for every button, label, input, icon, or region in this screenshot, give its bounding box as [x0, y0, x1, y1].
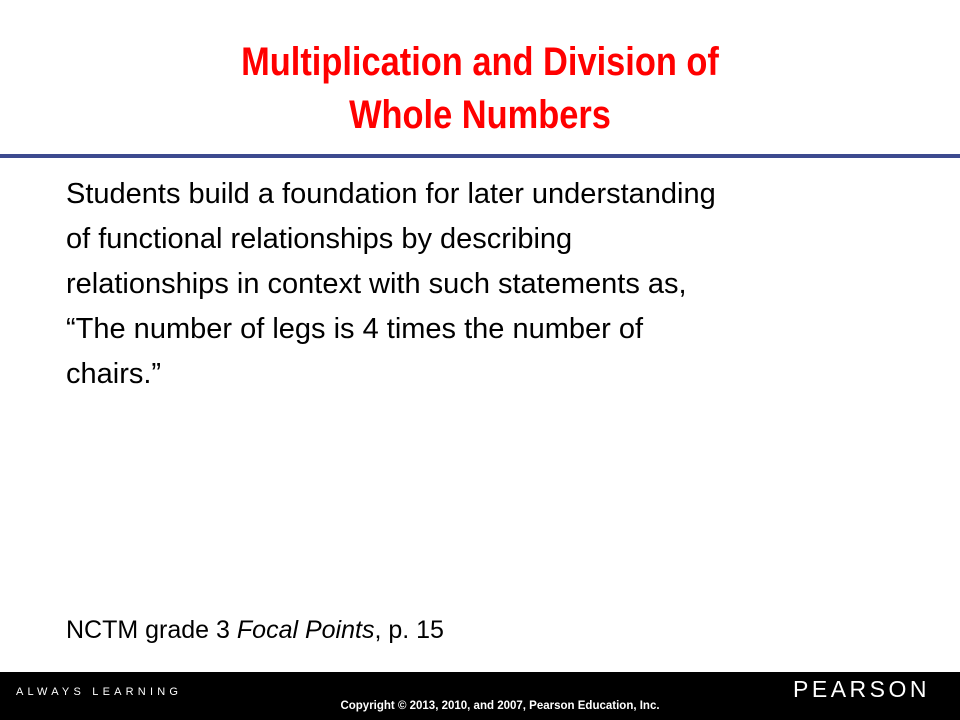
slide-title-line-1: Multiplication and Division of [241, 40, 719, 84]
body-line-5: chairs.” [66, 358, 162, 390]
body-line-1: Students build a foundation for later understanding [66, 178, 716, 210]
citation [66, 614, 926, 646]
citation-suffix: , p. 15 [374, 616, 444, 644]
body-paragraph [66, 172, 926, 397]
footer-tagline: ALWAYS LEARNING [16, 686, 183, 698]
footer-copyright: Copyright © 2013, 2010, and 2007, Pearson Education, Inc. [340, 700, 660, 712]
pearson-logo: PEARSON [793, 676, 930, 702]
title-divider [0, 154, 960, 158]
slide-title-line-2: Whole Numbers [349, 93, 611, 137]
slide-title [67, 36, 893, 142]
footer-bar [0, 672, 960, 720]
body-line-3: relationships in context with such statements as, [66, 268, 687, 300]
citation-title: Focal Points [236, 616, 375, 644]
citation-prefix: NCTM grade 3 [66, 616, 237, 644]
body-line-2: of functional relationships by describing [66, 223, 573, 255]
body-line-4: “The number of legs is 4 times the number of [66, 313, 644, 345]
